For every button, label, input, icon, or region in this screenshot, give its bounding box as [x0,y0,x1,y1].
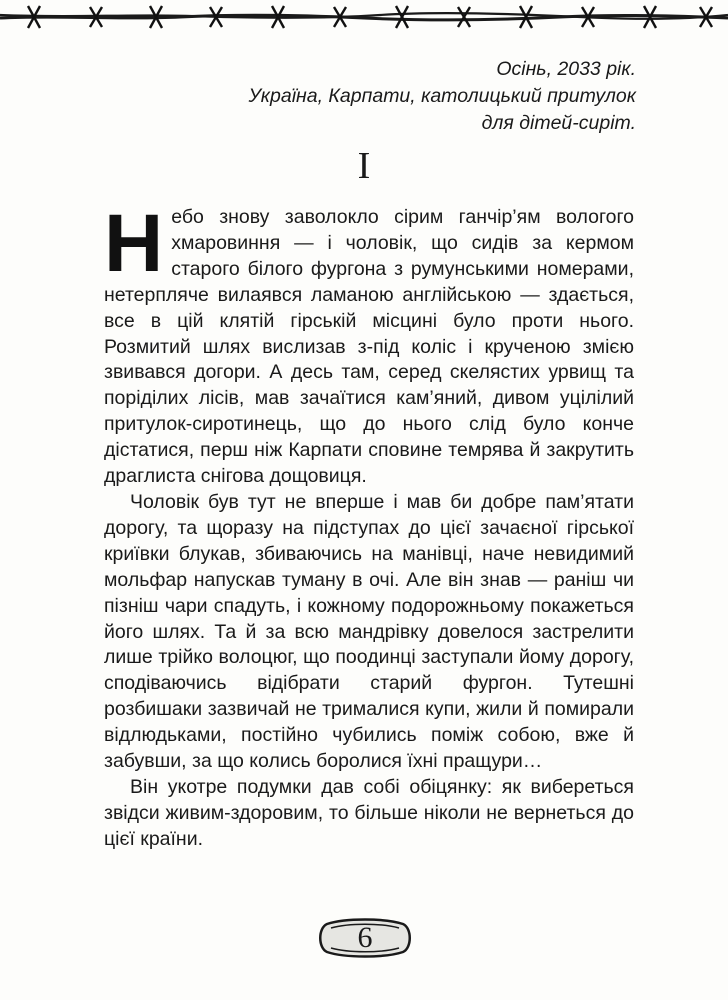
paragraph-3: Він укотре подумки дав собі обіцянку: як вибереться звідси живим-здоровим, то більше ніколи не вернеться до цієї країни. [104,775,634,850]
body-text [104,198,634,853]
chapter-number: I [357,145,371,187]
epigraph-date: Осінь, 2033 рік. [496,58,636,80]
epigraph [249,56,636,137]
epigraph-place: Україна, Карпати, католицький притулок [248,85,636,107]
drop-cap: Н [104,198,164,289]
paragraph-1-text: ебо знову заволокло сірим ганчір’ям вологого хмаровиння — і чоловік, що сидів за кермом старого білого фургона з румунськими номерами, нетерпляче вилаявся ламаною англійською — здається, все в цій клятій гірській місцині було проти нього. Розмитий шлях вислизав з-під коліс і крученою змією звивався догори. А десь там, серед скелястих урвищ та порідiлих лісів, мав зачаїтися кам’яний, дивом уцілілий притулок-сиротинець, що до нього слід було конче дістатися, перш ніж Карпати сповине темрява й закрутить драглиста снігова дощовиця. [104,206,634,488]
barbed-wire-ornament [0,0,728,34]
paragraph-1 [104,198,634,490]
page-number: 6 [357,921,373,954]
epigraph-place-cont: для дітей-сиріт. [481,112,636,134]
paragraph-2: Чоловік був тут не вперше і мав би добре пам’ятати дорогу, та щоразу на підступах до цієї зачаєної гірської криївки блукав, збиваючись на манівці, наче невидимий мольфар напускав туману в очі. Але він знав — раніш чи пізніш чари спадуть, і кожному подорожньому покажеться його шлях. Та й за всю мандрівку довелося застрелити лише трійко волоцюг, що поодинці заступали йому дорогу, сподіваючись відібрати старий фургон. Тутешні розбишаки зазвичай не трималися купи, жили й помирали відлюдьками, постійно чубились поміж собою, вже й забувши, за що колись боролися їхні пращури… [104,490,634,773]
